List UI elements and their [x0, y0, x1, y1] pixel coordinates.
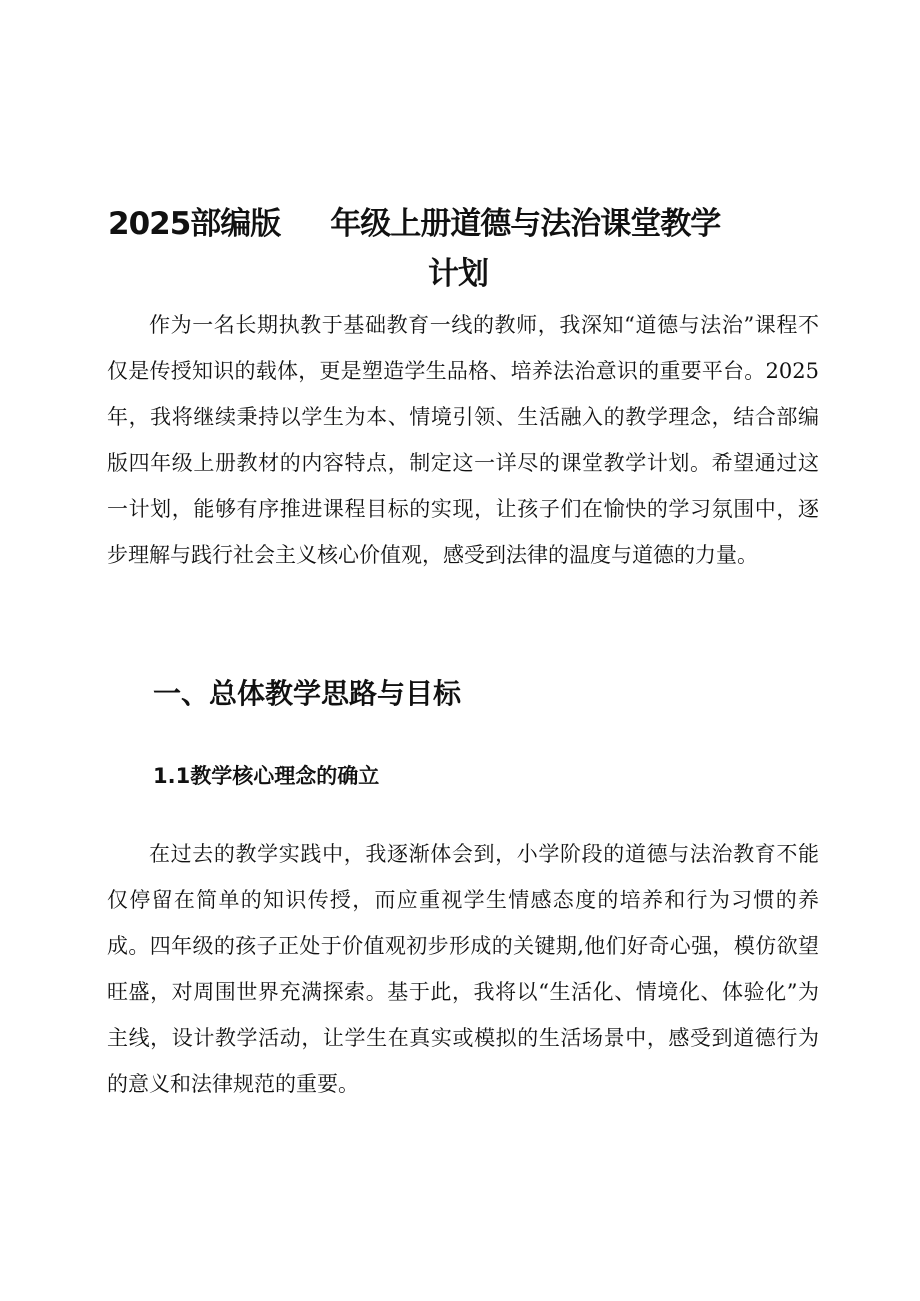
- section-heading: 一、总体教学思路与目标: [153, 677, 462, 710]
- title-line-1: [108, 199, 808, 249]
- title-line-2: 计划: [428, 255, 488, 292]
- subsection-heading: 1.1教学核心理念的确立: [153, 764, 380, 788]
- intro-paragraph: 作为一名长期执教于基础教育一线的教师，我深知“道德与法治”课程不仅是传授知识的载体，更是塑造学生品格、培养法治意识的重要平台。2025年，我将继续秉持以学生为本、情境引领、生活融入的教学理念，结合部编版四年级上册教材的内容特点，制定这一详尽的课堂教学计划。希望通过这一计划，能够有序推进课程目标的实现，让孩子们在愉快的学习氛围中，逐步理解与践行社会主义核心价值观，感受到法律的温度与道德的力量。: [107, 313, 819, 567]
- subsection-paragraph: 在过去的教学实践中，我逐渐体会到，小学阶段的道德与法治教育不能仅停留在简单的知识传授，而应重视学生情感态度的培养和行为习惯的养成。四年级的孩子正处于价值观初步形成的关键期,他们好奇心强，模仿欲望旺盛，对周围世界充满探索。基于此，我将以“生活化、情境化、体验化”为主线，设计教学活动，让学生在真实或模拟的生活场景中，感受到道德行为的意义和法律规范的重要。: [107, 842, 819, 1096]
- title-part-1: 2025部编版: [108, 205, 281, 242]
- document-title: [108, 199, 808, 299]
- title-part-2: 年级上册道德与法治课堂教学: [330, 205, 721, 242]
